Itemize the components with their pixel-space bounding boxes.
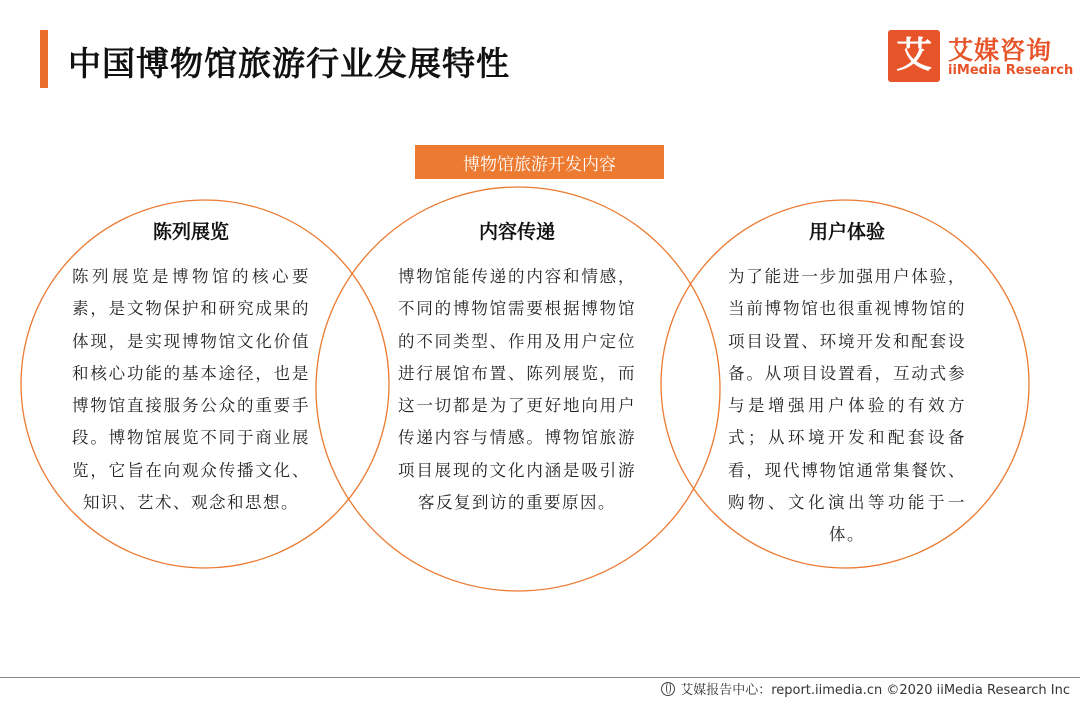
column-exhibition — [72, 0, 310, 702]
column-title: 陈列展览 — [152, 221, 229, 243]
footer — [661, 679, 1070, 698]
logo-english-name: iiMedia Research — [948, 63, 1074, 78]
footer-text: 艾媒报告中心：report.iimedia.cn ©2020 iiMedia Research Inc — [680, 683, 1070, 698]
column-text: 博物馆能传递的内容和情感，不同的博物馆需要根据博物馆的不同类型、作用及用户定位进行展馆布置、陈列展览，而这一切都是为了更好地向用户传递内容与情感。博物馆旅游项目展现的文化内涵是吸引游客反复到访的重要原因。 — [398, 267, 636, 513]
column-title: 内容传递 — [478, 221, 555, 243]
column-content — [398, 0, 636, 702]
column-experience — [728, 0, 966, 702]
globe-icon — [661, 682, 675, 696]
logo-chinese-name: 艾媒咨询 — [948, 36, 1053, 65]
center-label-box: 博物馆旅游开发内容 — [415, 145, 664, 179]
footer-divider — [0, 677, 1080, 678]
column-text: 陈列展览是博物馆的核心要素，是文物保护和研究成果的体现，是实现博物馆文化价值和核心功能的基本途径，也是博物馆直接服务公众的重要手段。博物馆展览不同于商业展览，它旨在向观众传播文化、知识、艺术、观念和思想。 — [72, 267, 310, 513]
column-title: 用户体验 — [808, 221, 885, 243]
column-text: 为了能进一步加强用户体验，当前博物馆也很重视博物馆的项目设置、环境开发和配套设备。从项目设置看，互动式参与是增强用户体验的有效方式；从环境开发和配套设备看，现代博物馆通常集餐饮、购物、文化演出等功能于一体。 — [728, 267, 966, 545]
logo-mark-icon: 艾 — [888, 30, 940, 82]
page-title: 中国博物馆旅游行业发展特性 — [68, 44, 510, 83]
